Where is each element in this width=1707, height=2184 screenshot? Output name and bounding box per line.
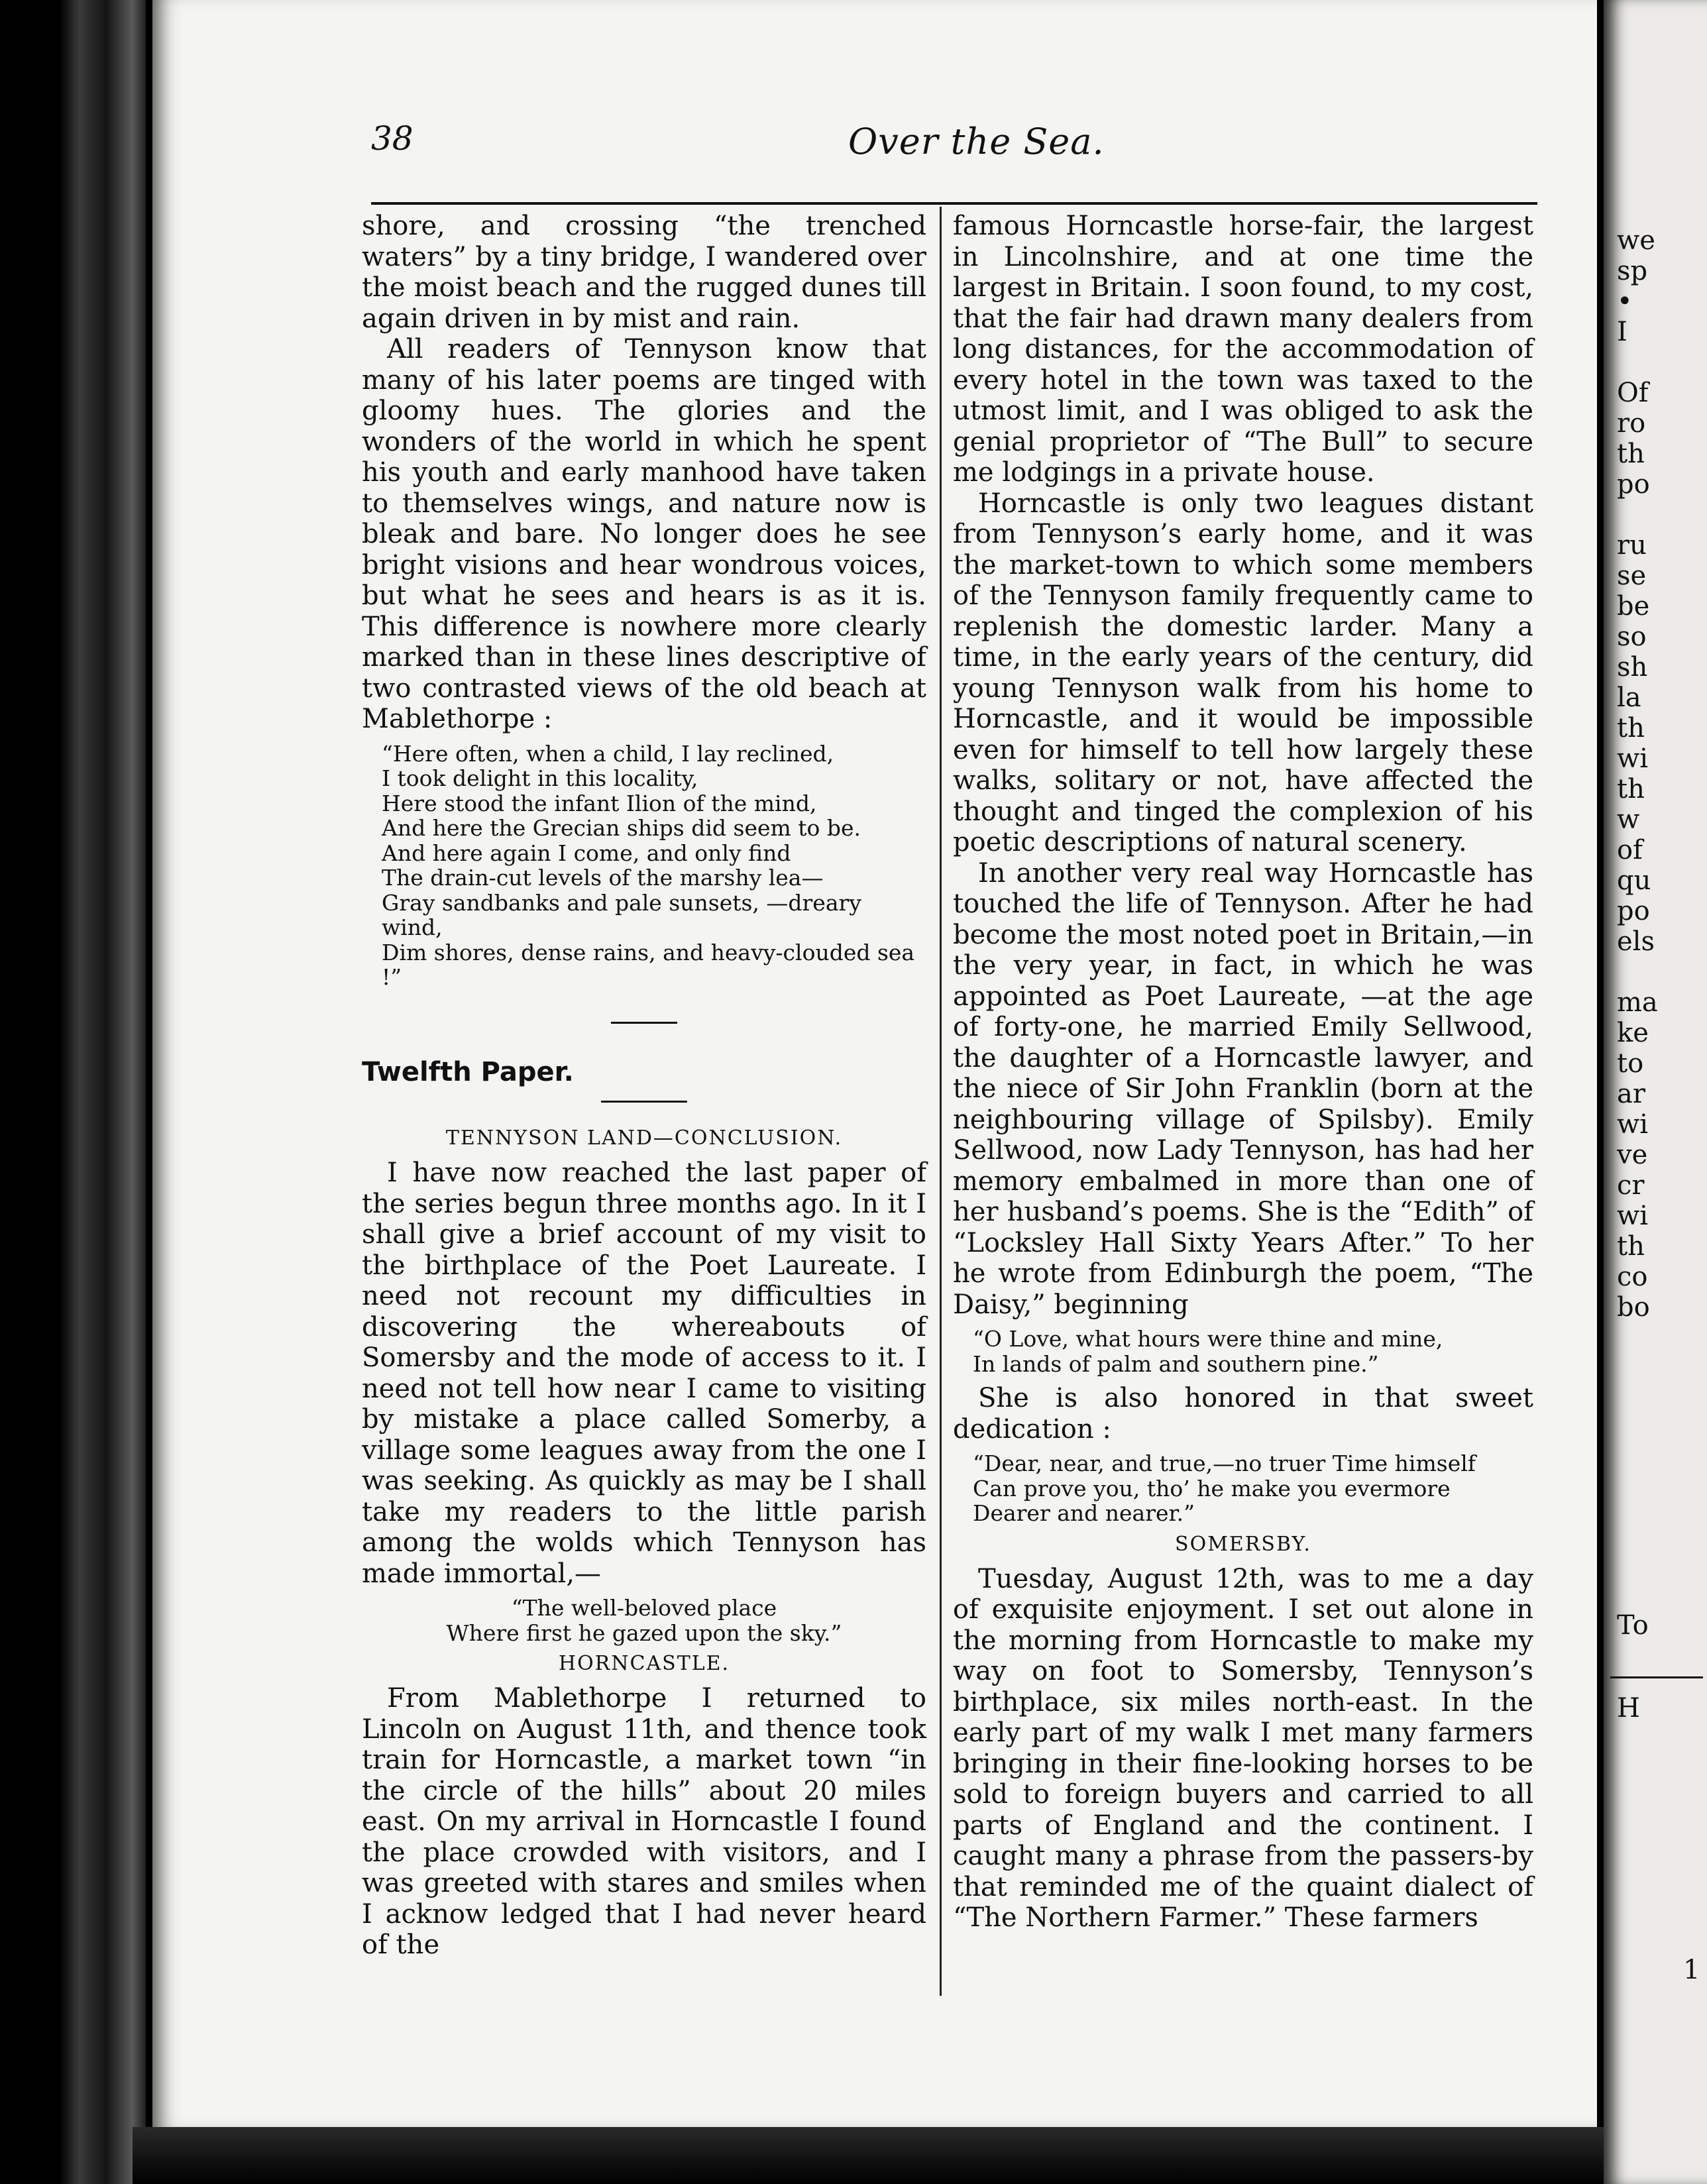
poem-quote: “Here often, when a child, I lay reclined, I took delight in this locality, Here stood the infant Ilion of the mind, And here the Grecian ships did seem to be. And here again I come, and only find The drain-cut levels of the marshy lea— Gray sandbanks and pale sunsets, —dreary wind, Dim shores, dense rains, and heavy-clouded sea !” bbox=[382, 740, 915, 990]
poem-quote: “Dear, near, and true,—no truer Time himself Can prove you, tho’ he make you evermore Dearer and nearer.” bbox=[973, 1450, 1476, 1526]
next-page-number-fragment: 1 bbox=[1683, 1955, 1700, 1985]
paragraph: I have now reached the last paper of the series begun three months ago. In it I shall give a brief account of my visit to the birthplace of the Poet Laureate. I need not recount my difficulties in discovering the whereabouts of Somersby and the mode of access to it. I need not tell how near I came to visiting by mistake a place called Somerby, a village some leagues away from the one I was seeking. As quickly as may be I shall take my readers to the little parish among the wolds which Tennyson has made immortal,— bbox=[362, 1158, 926, 1589]
subsection-heading: HORNCASTLE. bbox=[558, 1652, 730, 1675]
section-divider bbox=[611, 1022, 677, 1024]
paragraph: All readers of Tennyson know that many of his later poems are tinged with gloomy hues. The glories and the wonders of the world in which he spent his youth and early manhood have taken to themselves wings, and nature now is bleak and bare. No longer does he see bright visions and hear wondrous voices, but what he sees and hears is as it is. This difference is nowhere more clearly marked than in these lines descriptive of two contrasted views of the old beach at Mablethorpe : bbox=[362, 334, 926, 734]
next-page-edge bbox=[1604, 0, 1707, 2184]
page-bottom-edge bbox=[133, 2127, 1604, 2184]
left-column bbox=[362, 211, 926, 1961]
next-page-fragment-heading: To bbox=[1617, 1610, 1649, 1641]
column-divider bbox=[940, 207, 942, 1996]
right-column bbox=[953, 211, 1533, 1934]
subsection-heading: SOMERSBY. bbox=[1175, 1532, 1311, 1556]
poem-quote: “O Love, what hours were thine and mine, In lands of palm and southern pine.” bbox=[973, 1326, 1443, 1377]
running-title: Over the Sea. bbox=[848, 121, 1105, 162]
paragraph: Tuesday, August 12th, was to me a day of exquisite enjoyment. I set out alone in the morning from Horncastle to make my way on foot to Somersby, Tennyson’s birthplace, six miles north-east. In the early part of my walk I met many farmers bringing in their fine-looking horses to be sold to foreign buyers and carried to all parts of England and the continent. I caught many a phrase from the passers-by that reminded me of the quaint dialect of “The Northern Farmer.” These farmers bbox=[953, 1563, 1533, 1933]
poem-quote: “The well-beloved place Where first he gazed upon the sky.” bbox=[446, 1595, 842, 1646]
next-page-rule bbox=[1610, 1676, 1703, 1678]
paragraph: She is also honored in that sweet dedication : bbox=[953, 1383, 1533, 1445]
next-page-fragment-subheading: H bbox=[1617, 1693, 1640, 1723]
paragraph: From Mablethorpe I returned to Lincoln on August 11th, and thence took train for Horncastle, a market town “in the circle of the hills” about 20 miles east. On my arrival in Horncastle I found the place crowded with visitors, and I was greeted with stares and smiles when I acknow ledged that I had never heard of the bbox=[362, 1683, 926, 1960]
book-spine-edge bbox=[0, 0, 146, 2184]
title-underline bbox=[601, 1101, 687, 1103]
paragraph: In another very real way Horncastle has touched the life of Tennyson. After he had become the most noted poet in Britain,—in the very year, in fact, in which he was appointed as Poet Laureate, —at the age of forty-one, he married Emily Sellwood, the daughter of a Horncastle lawyer, and the niece of Sir John Franklin (born at the neighbouring village of Spilsby). Emily Sellwood, now Lady Tennyson, has had her memory embalmed in more than one of her husband’s poems. She is the “Edith” of “Locksley Hall Sixty Years After.” To her he wrote from Edinburgh the poem, “The Daisy,” beginning bbox=[953, 857, 1533, 1320]
paper-title: Twelfth Paper. bbox=[362, 1056, 574, 1087]
page-number: 38 bbox=[371, 119, 413, 158]
next-page-text-fragment: we sp • I Of ro th po ru se be so sh la th wi th w of qu po els ma ke to ar wi ve cr wi th co bo bbox=[1617, 225, 1658, 1323]
section-title: TENNYSON LAND—CONCLUSION. bbox=[445, 1126, 843, 1150]
header-rule bbox=[371, 202, 1537, 205]
paragraph: Horncastle is only two leagues distant from Tennyson’s early home, and it was the market-town to which some members of the Tennyson family frequently came to replenish the domestic larder. Many a time, in the early years of the century, did young Tennyson walk from his home to Horncastle, and it would be impossible even for himself to tell how largely these walks, solitary or not, have affected the thought and tinged the complexion of his poetic descriptions of natural scenery. bbox=[953, 488, 1533, 857]
paragraph: shore, and crossing “the trenched waters” by a tiny bridge, I wandered over the moist beach and the rugged dunes till again driven in by mist and rain. bbox=[362, 211, 926, 334]
paragraph: famous Horncastle horse-fair, the largest in Lincolnshire, and at one time the largest in Britain. I soon found, to my cost, that the fair had drawn many dealers from long distances, for the accommodation of every hotel in the town was taxed to the utmost limit, and I was obliged to ask the genial proprietor of “The Bull” to secure me lodgings in a private house. bbox=[953, 211, 1533, 488]
